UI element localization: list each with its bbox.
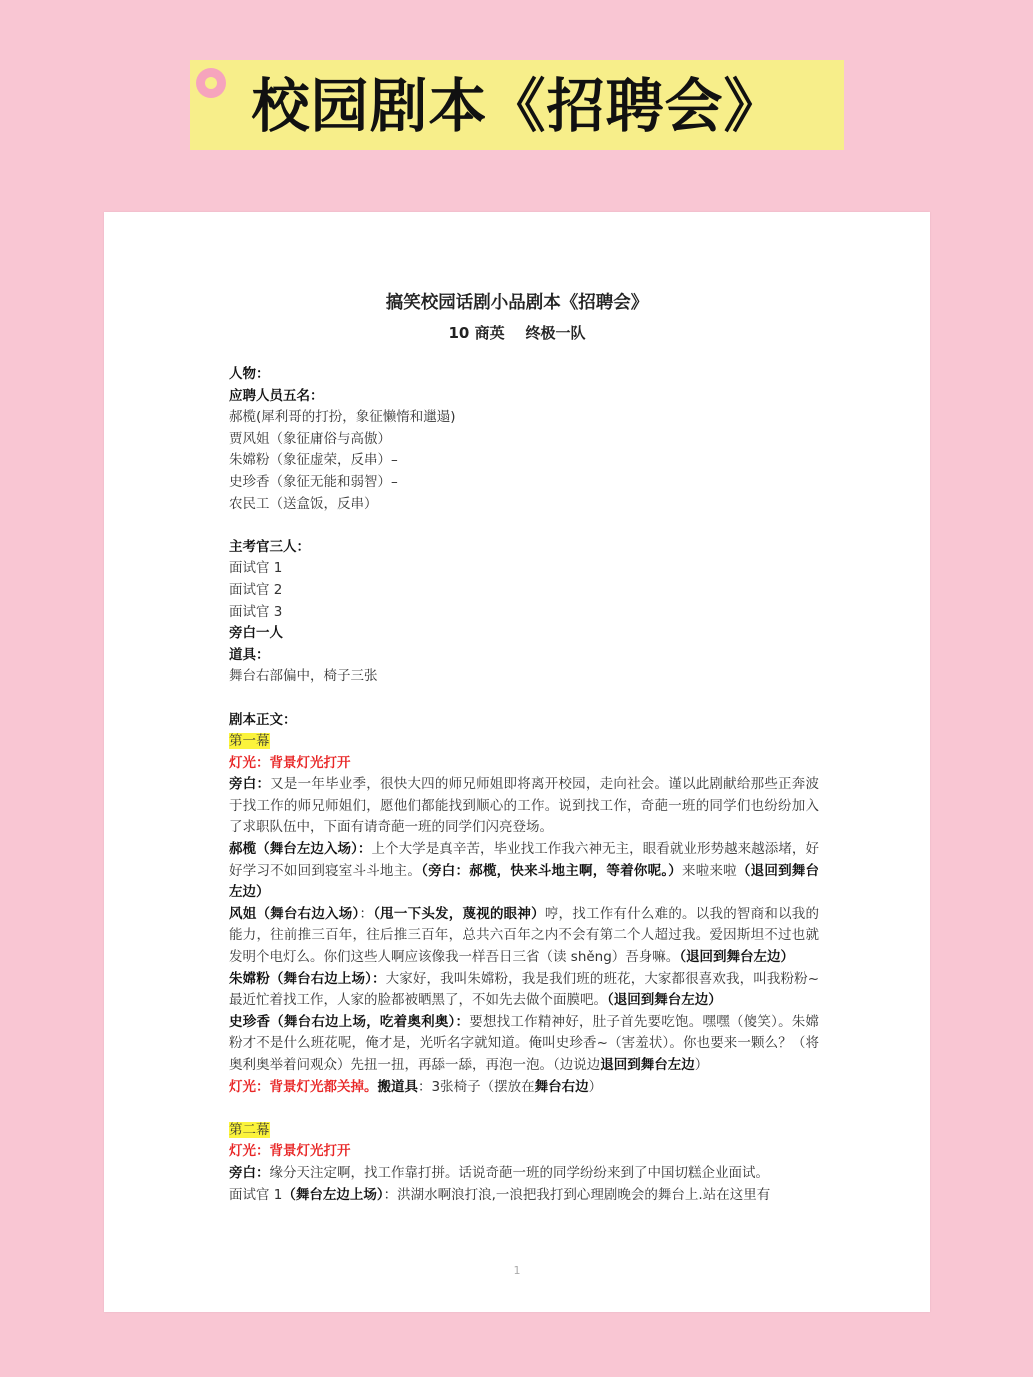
hao-exit: （退回到舞台左边）	[229, 862, 820, 901]
document-page	[104, 212, 930, 1312]
shi-text: 要想找工作精神好，肚子首先要吃饱。嘿嘿（傻笑）。朱嫦粉才不是什么班花呢，俺才是，光听名字就知道。俺叫史珍香~（害羞状）。你也要来一颗么？（将奥利奥举着问观众）先扭一扭，再舔一舔，再泡一泡。（边说边	[229, 1013, 820, 1073]
act2-narr-label: 旁白：	[229, 1164, 270, 1181]
act2-narr-text: 缘分天注定啊，找工作靠打拼。话说奇葩一班的同学纷纷来到了中国切糕企业面试。	[269, 1164, 769, 1181]
document-body	[229, 364, 819, 1206]
spacer	[229, 688, 819, 710]
examiners-heading: 主考官三人：	[229, 538, 310, 555]
act1-label: 第一幕	[229, 733, 270, 750]
document-subtitle: 10 商英 终极一队	[448, 324, 586, 342]
zhu-label: 朱嫦粉（舞台右边上场）：	[229, 970, 386, 987]
move-place: 舞台右边	[534, 1078, 589, 1095]
narrator-line: 旁白一人	[229, 625, 283, 642]
act1-zhu	[229, 969, 819, 1012]
act1-light-label: 灯光：	[229, 754, 270, 771]
act1-shi	[229, 1012, 819, 1077]
feng-action: （甩一下头发，蔑视的眼神）	[373, 905, 545, 922]
applicant-item: 郝榄(犀利哥的打扮，象征懒惰和邋遢)	[229, 409, 456, 426]
narr-label: 旁白：	[229, 776, 271, 793]
feng-text: 哼，找工作有什么难的。以我的智商和以我的能力，往前推三百年，往后推三百年，总共六百年之内不会有第二个人超过我。爱因斯坦不过也就发明个电灯么。你们这些人啊应该像我一样吾日三省（读 shěng）吾身嘛。	[229, 905, 820, 966]
narr-text: 又是一年毕业季，很快大四的师兄师姐即将离开校园，走向社会。谨以此剧献给那些正奔波于找工作的师兄师姐们，愿他们都能找到顺心的工作。说到找工作，奇葩一班的同学们也纷纷加入了求职队伍中，下面有请奇葩一班的同学们闪亮登场。	[229, 776, 820, 836]
shi-label: 史珍香（舞台右边上场，吃着奥利奥）：	[229, 1013, 470, 1030]
examiner-item: 面试官 3	[229, 603, 283, 620]
act1-narration	[229, 774, 819, 839]
characters-heading: 人物：	[229, 366, 270, 382]
interviewer-text: ：洪湖水啊浪打浪,一浪把我打到心理剧晚会的舞台上.站在这里有	[383, 1186, 771, 1203]
shi-close: ）	[694, 1057, 709, 1073]
act1-feng	[229, 904, 819, 969]
spacer	[229, 1098, 819, 1120]
document-title: 搞笑校园话剧小品剧本《招聘会》	[385, 293, 649, 313]
act1-hao	[229, 839, 819, 904]
act2-label: 第二幕	[229, 1121, 270, 1138]
act2-light-text: 背景灯光打开	[269, 1143, 351, 1160]
interviewer-label: 面试官 1	[229, 1186, 283, 1203]
examiner-item: 面试官 1	[229, 560, 283, 577]
act1-light2-label: 灯光：	[229, 1078, 270, 1095]
hao-text2: 来啦来啦	[682, 862, 737, 879]
interviewer-action: （舞台左边上场）	[282, 1186, 384, 1203]
feng-exit: （退回到舞台左边）	[679, 949, 795, 966]
act1-light2-text: 背景灯光都关掉。	[269, 1078, 378, 1095]
zhu-text: 大家好，我叫朱嫦粉，我是我们班的班花，大家都很喜欢我，叫我粉粉~最近忙着找工作，人家的脸都被晒黑了，不如先去做个面膜吧。	[229, 970, 820, 1009]
props-heading: 道具：	[229, 646, 270, 663]
move-text: ：3张椅子（摆放在	[418, 1078, 535, 1095]
applicant-item: 朱嫦粉（象征虚荣，反串）–	[229, 452, 398, 469]
zhu-exit: （退回到舞台左边）	[607, 992, 722, 1009]
applicant-item: 史珍香（象征无能和弱智）–	[229, 473, 398, 490]
script-heading: 剧本正文：	[229, 711, 297, 728]
applicants-heading: 应聘人员五名：	[229, 387, 324, 404]
move-label: 搬道具	[377, 1078, 418, 1095]
feng-colon: ：	[359, 905, 374, 922]
act2-light-label: 灯光：	[229, 1143, 270, 1160]
move-close: ）	[588, 1078, 603, 1095]
hao-label: 郝榄（舞台左边入场）：	[229, 841, 372, 858]
hao-aside: （旁白：郝榄，快来斗地主啊，等着你呢。）	[421, 862, 683, 879]
hao-text: 上个大学是真辛苦，毕业找工作我六神无主，眼看就业形势越来越添堵，好好学习不如回到寝室斗斗地主。	[229, 841, 819, 879]
feng-label: 风姐（舞台右边入场）	[229, 905, 360, 922]
spacer	[229, 515, 819, 537]
banner-title: 校园剧本《招聘会》	[251, 72, 783, 140]
act1-light-text: 背景灯光打开	[269, 754, 351, 771]
examiner-item: 面试官 2	[229, 581, 283, 598]
applicant-item: 贾风姐（象征庸俗与高傲）	[229, 430, 391, 447]
applicant-item: 农民工（送盒饭，反串）	[229, 495, 378, 512]
props-text: 舞台右部偏中，椅子三张	[229, 668, 378, 685]
page-number: 1	[513, 1264, 521, 1277]
shi-exit: 退回到舞台左边	[600, 1057, 695, 1073]
